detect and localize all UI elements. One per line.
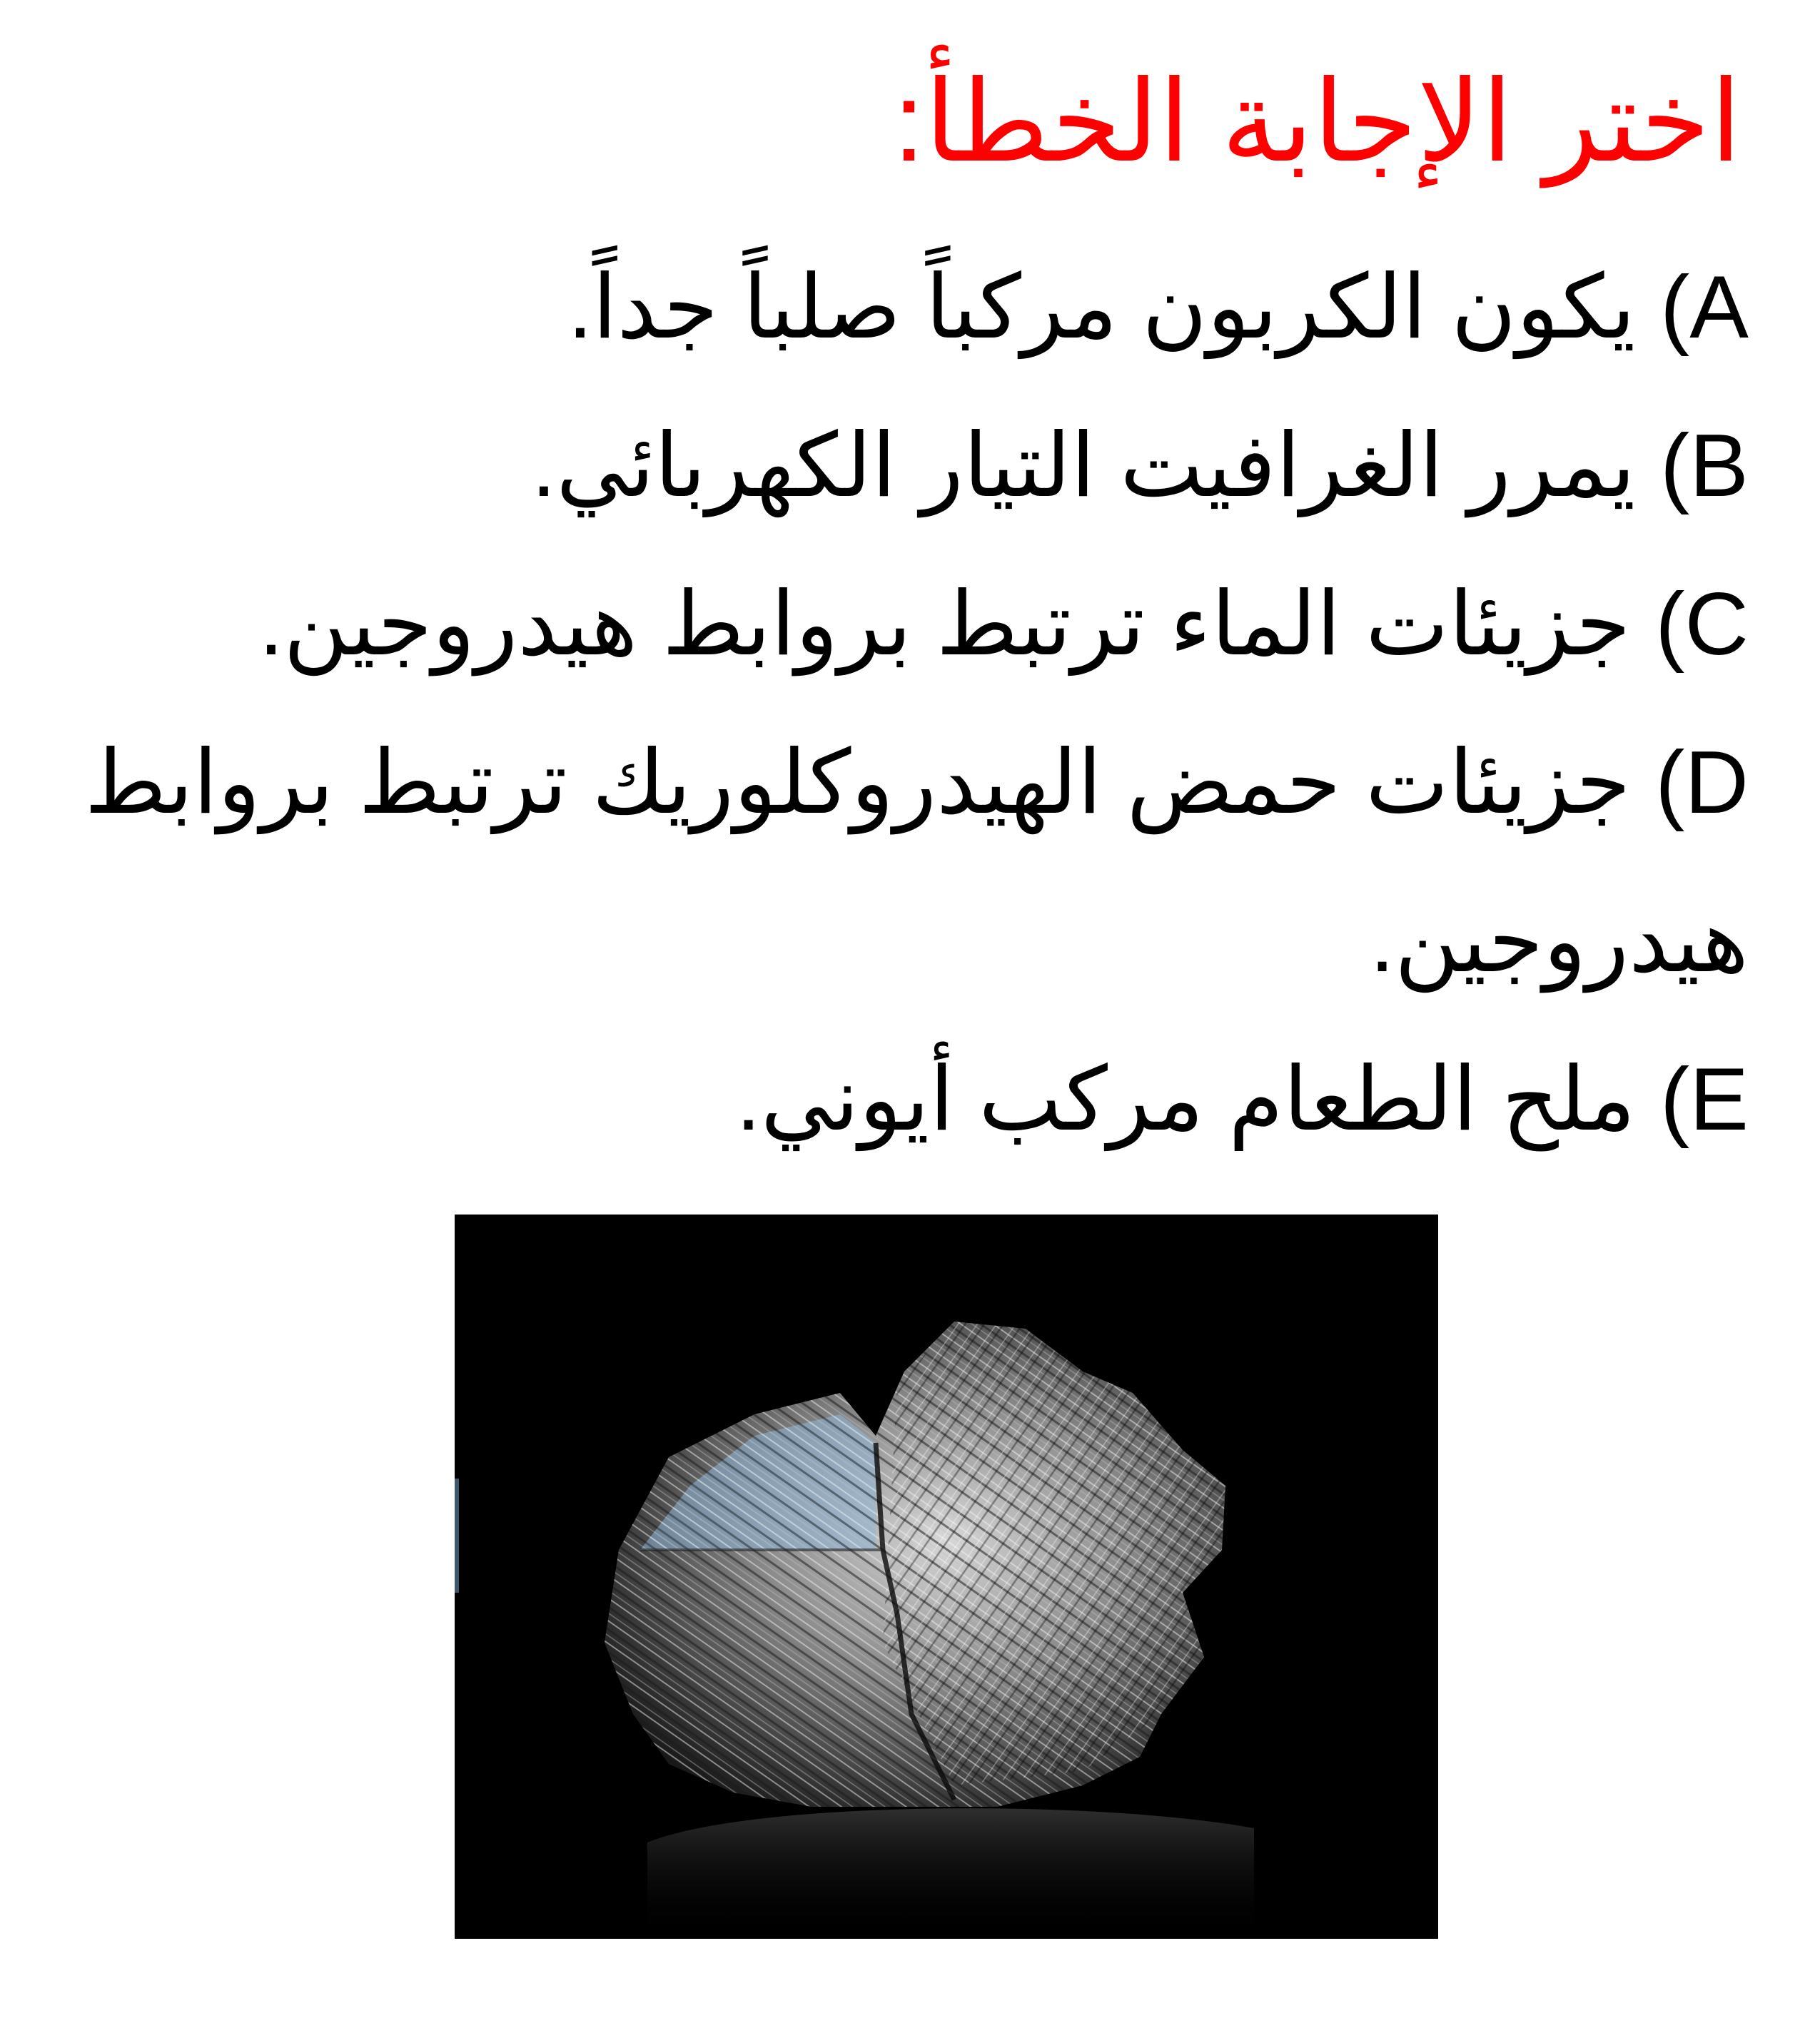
option-a-text: يكون الكربون مركباً صلباً جداً.: [567, 258, 1636, 357]
option-c-text: جزيئات الماء ترتبط بروابط هيدروجين.: [258, 575, 1631, 674]
option-a-letter: A): [1659, 258, 1749, 357]
mineral-photo: [455, 1215, 1438, 1939]
option-d-text: جزيئات حمض الهيدروكلوريك ترتبط بروابط هيدروجين.: [84, 734, 1749, 990]
option-a: [50, 228, 1749, 387]
option-b-text: يمرر الغرافيت التيار الكهربائي.: [531, 417, 1636, 515]
option-e-letter: E): [1659, 1050, 1749, 1149]
rock-reflection: [647, 1808, 1254, 1939]
option-d-letter: D): [1655, 734, 1749, 832]
answer-options: [50, 228, 1749, 1179]
option-c: [50, 545, 1749, 704]
option-b-letter: B): [1659, 417, 1749, 515]
option-d: [50, 704, 1749, 1020]
option-c-letter: C): [1655, 575, 1749, 674]
option-e-text: ملح الطعام مركب أيوني.: [736, 1050, 1636, 1149]
graphite-rock-illustration: [455, 1215, 1438, 1939]
option-b: [50, 387, 1749, 545]
photo-edge-strip: [455, 1479, 459, 1593]
option-e: [50, 1020, 1749, 1179]
question-title: اختر الإجابة الخطأ:: [893, 59, 1741, 185]
